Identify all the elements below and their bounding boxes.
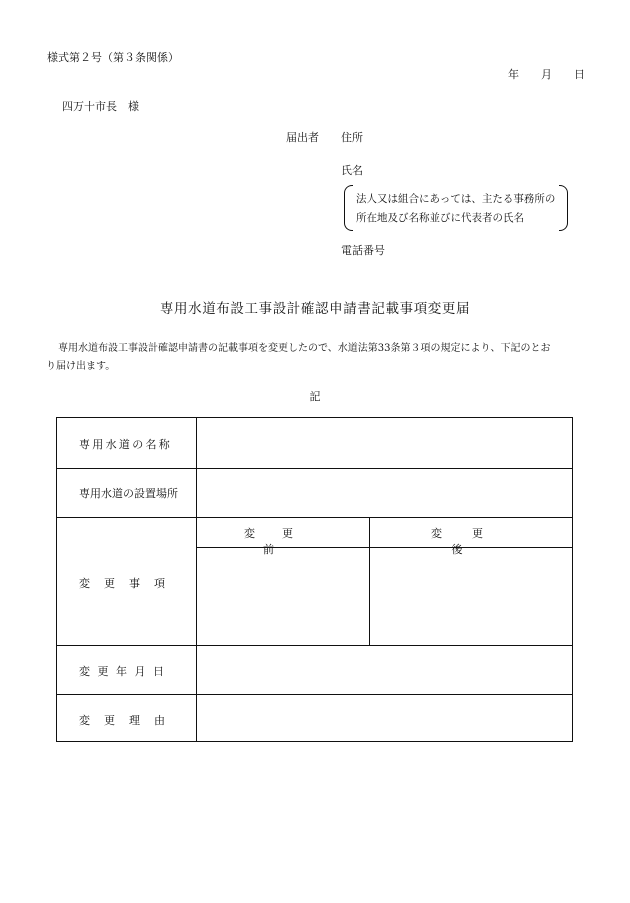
left-bracket	[344, 185, 353, 231]
representative-note	[344, 185, 568, 231]
addressee: 四万十市長 様	[62, 100, 139, 113]
address-label: 住所	[341, 131, 363, 144]
label-column-divider	[196, 418, 197, 741]
applicant-label: 届出者	[286, 131, 319, 144]
label-water-name	[79, 436, 175, 452]
body-line-2: り届け出ます。	[46, 361, 116, 372]
date-line	[508, 66, 585, 82]
label-change-date: 変更年月日	[79, 665, 172, 678]
label-change-reason: 変更理由	[79, 714, 179, 727]
label-water-location: 専用水道の設置場所	[79, 487, 178, 500]
row-divider-2	[57, 517, 572, 518]
header-before: 変更前	[244, 527, 320, 556]
ki-heading: 記	[309, 390, 321, 403]
note-line-2: 所在地及び名称並びに代表者の氏名	[356, 212, 524, 224]
row-divider-1	[57, 468, 572, 469]
note-line-1: 法人又は組合にあっては、主たる事務所の	[356, 193, 556, 205]
change-table	[56, 417, 573, 742]
row-divider-3	[57, 645, 572, 646]
label-water-name-text: 専用水道の名称	[79, 438, 173, 451]
name-label: 氏名	[341, 164, 363, 177]
right-bracket	[559, 185, 568, 231]
before-after-divider	[369, 517, 370, 645]
date-year: 年	[508, 68, 519, 81]
date-month: 月	[541, 68, 552, 81]
document-title: 専用水道布設工事設計確認申請書記載事項変更届	[159, 301, 471, 317]
header-after: 変更後	[431, 527, 513, 556]
body-line-1: 専用水道布設工事設計確認申請書の記載事項を変更したので、水道法第33条第３項の規定により、下記のとお	[58, 343, 551, 354]
phone-label: 電話番号	[341, 244, 385, 257]
label-change-items: 変更事項	[79, 577, 179, 590]
form-number: 様式第２号（第３条関係）	[47, 51, 179, 64]
row-divider-4	[57, 694, 572, 695]
date-day: 日	[574, 68, 585, 81]
